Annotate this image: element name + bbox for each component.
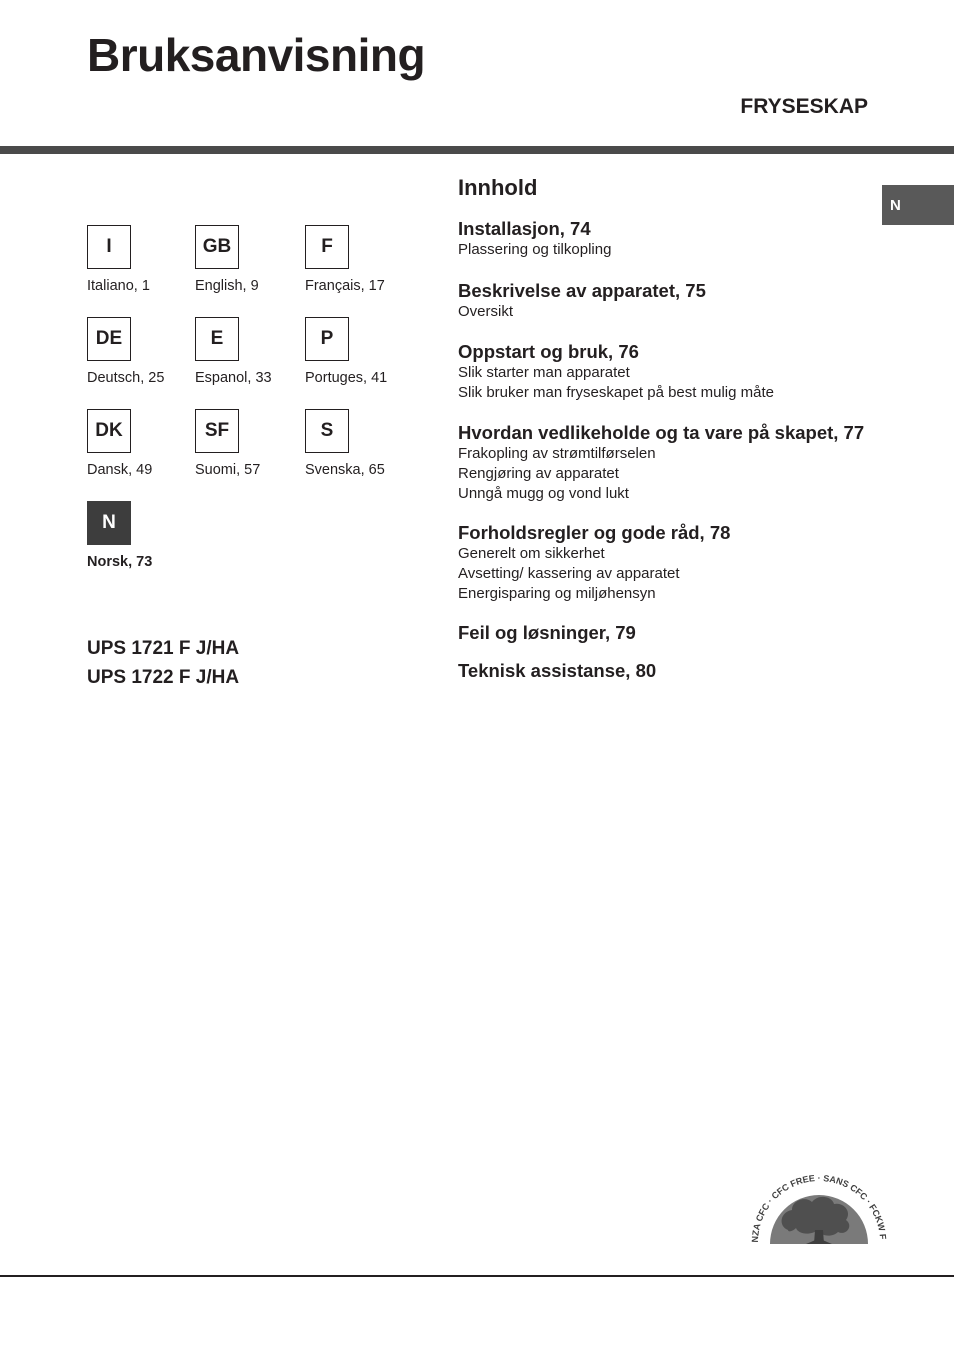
page-title: Bruksanvisning (87, 29, 426, 81)
toc-section-title[interactable]: Feil og løsninger, 79 (458, 622, 636, 643)
language-label-active: Norsk, 73 (87, 554, 153, 570)
language-code-box: I (87, 225, 131, 269)
language-item-portuges[interactable] (305, 317, 425, 386)
toc-section-installasjon (458, 218, 898, 260)
language-code-box: E (195, 317, 239, 361)
toc-section-oppstart (458, 341, 898, 403)
language-label: English, 9 (195, 278, 259, 294)
model-list (87, 634, 239, 692)
footer-divider (0, 1275, 954, 1277)
language-item-suomi[interactable] (195, 409, 315, 478)
language-label: Espanol, 33 (195, 370, 272, 386)
language-item-francais[interactable] (305, 225, 425, 294)
toc-section-beskrivelse (458, 280, 898, 322)
language-code-box: P (305, 317, 349, 361)
language-code-box: DK (87, 409, 131, 453)
language-item-deutsch[interactable] (87, 317, 207, 386)
toc-section-title[interactable]: Oppstart og bruk, 76 (458, 341, 639, 362)
toc-subitem: Energisparing og miljøhensyn (458, 585, 656, 602)
toc-section-title[interactable]: Beskrivelse av apparatet, 75 (458, 280, 706, 301)
toc-section-title[interactable]: Hvordan vedlikeholde og ta vare på skapet, 77 (458, 422, 865, 443)
language-code-box: GB (195, 225, 239, 269)
language-code-box-active: N (87, 501, 131, 545)
model-number: UPS 1721 F J/HA (87, 638, 240, 659)
toc-section-assistanse (458, 660, 898, 682)
model-number: UPS 1722 F J/HA (87, 667, 240, 688)
toc-subitem: Slik bruker man fryseskapet på best mulig måte (458, 384, 774, 401)
language-code-box: S (305, 409, 349, 453)
language-code-box: F (305, 225, 349, 269)
cfc-free-logo (748, 1168, 890, 1248)
product-type: FRYSESKAP (740, 95, 868, 118)
toc-section-title[interactable]: Teknisk assistanse, 80 (458, 660, 657, 681)
header-divider (0, 146, 954, 154)
table-of-contents (458, 175, 878, 681)
logo-text: NZA CFC · CFC FREE · SANS CFC · FCKW F (749, 1173, 888, 1243)
toc-heading: Innhold (458, 175, 538, 200)
language-item-dansk[interactable] (87, 409, 207, 478)
toc-section-vedlikehold (458, 422, 898, 504)
toc-subitem: Avsetting/ kassering av apparatet (458, 565, 680, 582)
language-label: Portuges, 41 (305, 370, 388, 386)
language-label: Italiano, 1 (87, 278, 150, 294)
toc-section-title[interactable]: Installasjon, 74 (458, 218, 591, 239)
toc-subitem: Oversikt (458, 303, 514, 320)
language-item-svenska[interactable] (305, 409, 425, 478)
toc-section-feil (458, 622, 898, 644)
tree-icon (748, 1168, 890, 1248)
language-label: Français, 17 (305, 278, 385, 294)
language-label: Suomi, 57 (195, 462, 261, 478)
language-item-english[interactable] (195, 225, 315, 294)
toc-subitem: Slik starter man apparatet (458, 364, 630, 381)
toc-subitem: Rengjøring av apparatet (458, 465, 619, 482)
toc-subitem: Frakopling av strømtilførselen (458, 445, 656, 462)
toc-section-forholdsregler (458, 522, 898, 604)
toc-section-title[interactable]: Forholdsregler og gode råd, 78 (458, 522, 731, 543)
toc-subitem: Generelt om sikkerhet (458, 545, 605, 562)
toc-subitem: Plassering og tilkopling (458, 241, 612, 258)
language-label: Dansk, 49 (87, 462, 153, 478)
language-code-box: DE (87, 317, 131, 361)
language-item-espanol[interactable] (195, 317, 315, 386)
language-label: Svenska, 65 (305, 462, 385, 478)
language-side-tab: N (882, 185, 954, 225)
language-item-norsk[interactable] (87, 501, 207, 570)
language-label: Deutsch, 25 (87, 370, 165, 386)
language-code-box: SF (195, 409, 239, 453)
language-item-italiano[interactable] (87, 225, 207, 294)
toc-subitem: Unngå mugg og vond lukt (458, 485, 629, 502)
